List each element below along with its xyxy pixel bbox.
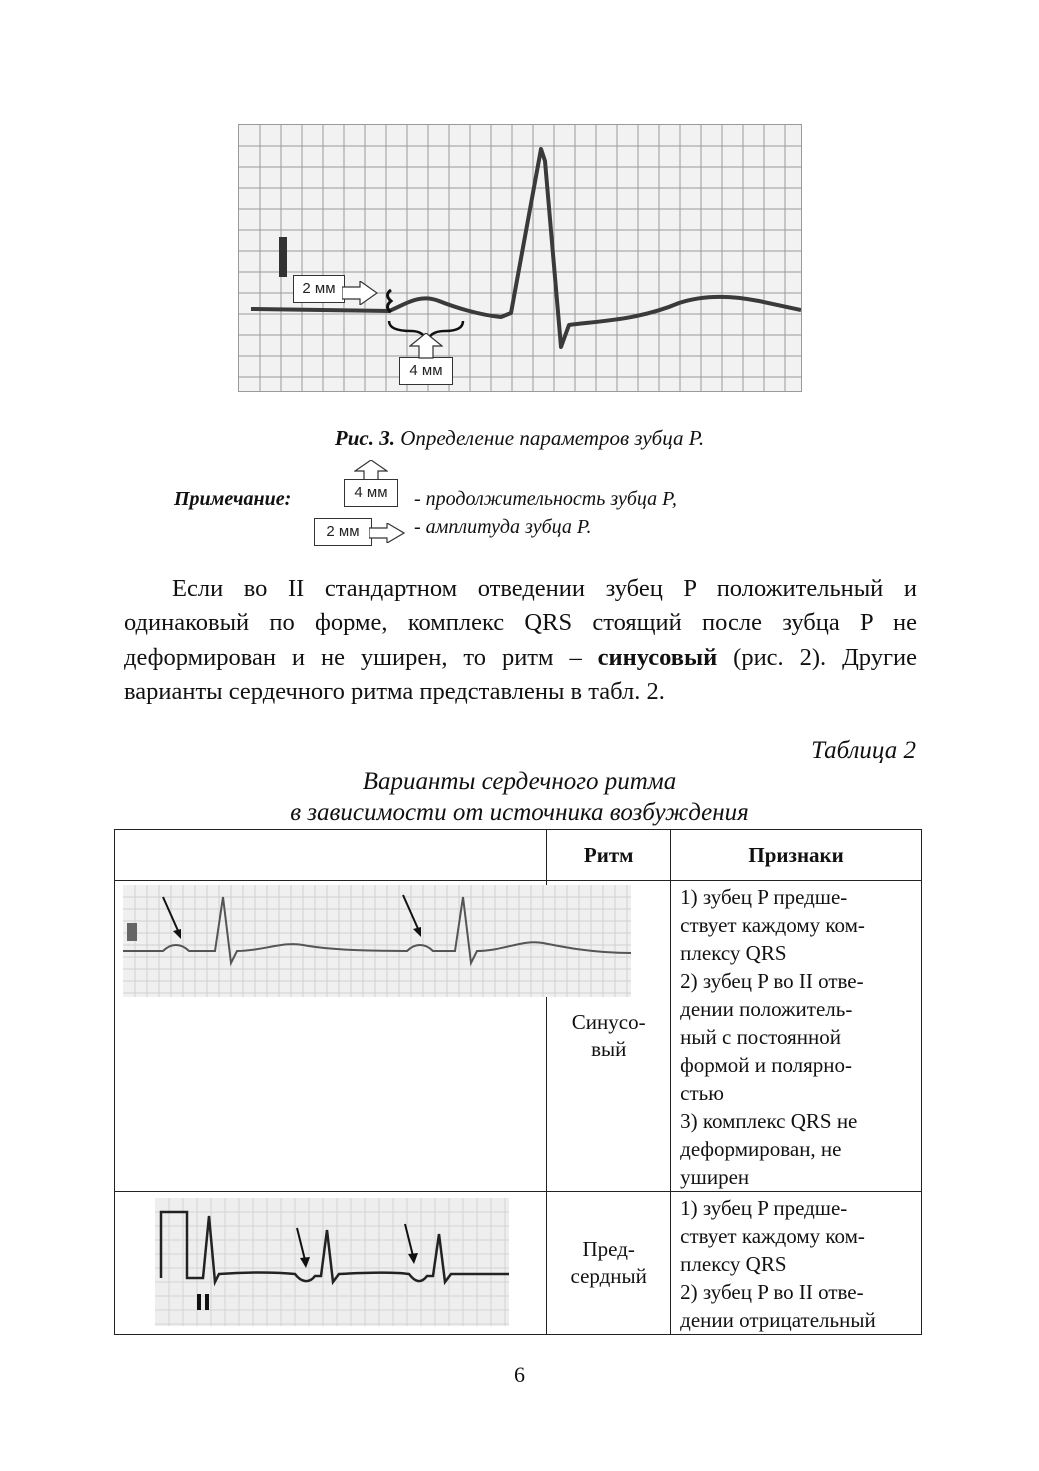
header-rhythm: Ритм bbox=[547, 830, 671, 881]
sign-line: ствует каждому ком- bbox=[680, 1224, 865, 1248]
sign-line: плексу QRS bbox=[680, 941, 787, 965]
ecg-cell-atrial bbox=[115, 1192, 547, 1335]
note-amplitude-text: - амплитуда зубца P. bbox=[414, 516, 592, 538]
sign-line: 3) комплекс QRS не bbox=[680, 1109, 858, 1133]
note-duration-label: 4 мм bbox=[354, 484, 388, 501]
lead-label-mark bbox=[127, 923, 137, 941]
signs-cell bbox=[671, 1192, 922, 1335]
table-row bbox=[115, 1192, 922, 1335]
paragraph-part2: (рис. 2). Другие варианты сердечного ритма представлены в табл. 2. bbox=[124, 643, 917, 705]
arrow-right-icon bbox=[369, 523, 405, 543]
rhythm-name-line1: Пред- bbox=[582, 1237, 635, 1261]
note-amplitude-label: 2 мм bbox=[326, 523, 360, 540]
rhythm-name-line2: сердный bbox=[570, 1264, 647, 1288]
table-title-line1: Варианты сердечного ритма bbox=[362, 768, 677, 795]
sign-line: дении отрицательный bbox=[680, 1308, 876, 1332]
table-number: Таблица 2 bbox=[811, 737, 916, 764]
sign-line: ный с постоянной bbox=[680, 1025, 842, 1049]
table-header-row bbox=[115, 830, 922, 881]
paragraph-bold: синусовый bbox=[597, 643, 718, 671]
note-duration-text: - продолжительность зубца P, bbox=[414, 488, 677, 510]
amplitude-label-box bbox=[293, 275, 345, 303]
note-label: Примечание: bbox=[174, 488, 292, 510]
duration-label-box bbox=[399, 357, 453, 385]
rhythm-cell bbox=[547, 1192, 671, 1335]
sign-line: 1) зубец P предше- bbox=[680, 1196, 848, 1220]
calibration-mark bbox=[279, 237, 287, 277]
sign-line: дении положитель- bbox=[680, 997, 853, 1021]
sign-line: ствует каждому ком- bbox=[680, 913, 865, 937]
body-paragraph bbox=[124, 572, 917, 709]
ecg-cell-sinus bbox=[115, 881, 547, 1192]
sign-line: 2) зубец P во II отве- bbox=[680, 1280, 864, 1304]
page-number: 6 bbox=[514, 1362, 525, 1387]
arrow-up-icon bbox=[409, 333, 443, 359]
rhythm-name-line2: вый bbox=[591, 1037, 627, 1061]
sign-line: стью bbox=[680, 1081, 724, 1105]
note-amplitude-box bbox=[314, 518, 372, 546]
rhythm-table bbox=[114, 829, 922, 1335]
sign-line: формой и полярно- bbox=[680, 1053, 853, 1077]
ecg-atrial-strip bbox=[155, 1198, 509, 1326]
header-signs: Признаки bbox=[671, 830, 922, 881]
sign-line: плексу QRS bbox=[680, 1252, 787, 1276]
header-ecg bbox=[115, 830, 547, 881]
signs-cell bbox=[671, 881, 922, 1192]
sign-line: 2) зубец P во II отве- bbox=[680, 969, 864, 993]
sign-line: деформирован, не bbox=[680, 1137, 842, 1161]
lead-label-mark bbox=[205, 1294, 209, 1310]
figure-caption-number: Рис. 3. bbox=[334, 426, 395, 450]
figure-caption-text: Определение параметров зубца P. bbox=[394, 426, 705, 450]
sign-line: 1) зубец P предше- bbox=[680, 885, 848, 909]
sign-line: уширен bbox=[680, 1165, 750, 1189]
duration-label: 4 мм bbox=[409, 362, 443, 379]
table-row bbox=[115, 881, 922, 1192]
figure-caption bbox=[0, 426, 1039, 451]
ecg-figure-3 bbox=[238, 124, 802, 392]
table-title-line2: в зависимости от источника возбуждения bbox=[290, 799, 749, 826]
rhythm-name-line1: Синусо- bbox=[571, 1010, 646, 1034]
arrow-right-icon bbox=[342, 281, 378, 305]
paragraph-part1: Если во II стандартном отведении зубец P положительный и одинаковый по форме, комплекс QRS стоящий после зубца P не деформирован и не уширен, то ритм – bbox=[124, 575, 917, 671]
amplitude-label: 2 мм bbox=[302, 280, 336, 297]
note-duration-box bbox=[344, 479, 398, 507]
lead-label-mark bbox=[197, 1294, 201, 1310]
ecg-strip-svg bbox=[239, 125, 801, 391]
ecg-sinus-strip bbox=[123, 885, 631, 997]
